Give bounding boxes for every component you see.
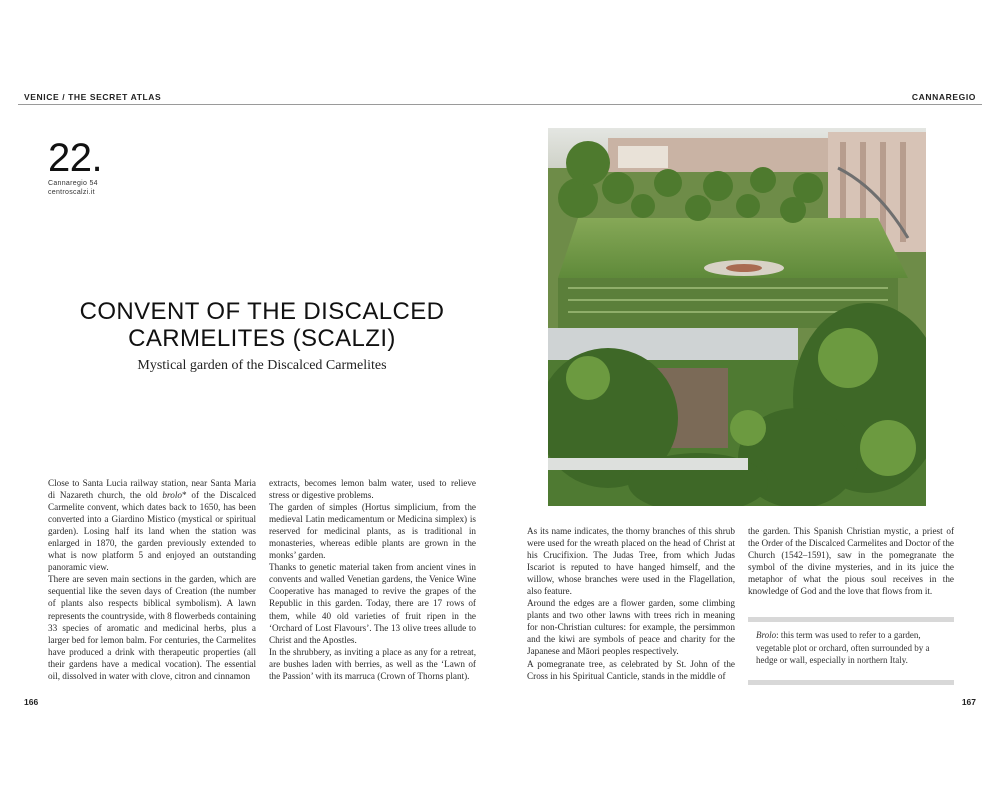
- entry-website: centroscalzi.it: [48, 189, 95, 196]
- entry-number: 22.: [48, 136, 103, 180]
- body-column-4: [748, 525, 954, 597]
- running-header-right: CANNAREGIO: [911, 92, 976, 102]
- header-rule: [18, 104, 982, 105]
- garden-photo: [548, 128, 926, 506]
- footnote-term: Brolo: [756, 630, 777, 640]
- footnote-definition: : this term was used to refer to a garden, vegetable plot or orchard, often surrounded by a hedge or wall, especially in northern Italy.: [756, 630, 930, 665]
- paragraph: extracts, becomes lemon balm water, used to relieve stress or digestive problems.: [269, 478, 476, 501]
- page-subtitle: Mystical garden of the Discalced Carmelites: [137, 358, 387, 373]
- running-header-left: VENICE / THE SECRET ATLAS: [24, 92, 162, 102]
- entry-address: Cannaregio 54: [48, 180, 98, 187]
- footnote-box: [748, 617, 954, 683]
- text-run: * of the Discalced Carmelite convent, which dates back to 1650, has been converted into a Giardino Mistico (mystical or spiritual garden). Losing half its land when the station was enlarged in 1870, the garden previously extended to what is now platform 5 and enjoyed an outstanding panoramic view.: [48, 490, 256, 573]
- page-number-right: 167: [961, 697, 976, 707]
- paragraph: [48, 477, 256, 573]
- text-run: Close to Santa Lucia railway station, near Santa Maria di Nazareth church, the old: [48, 478, 256, 501]
- footnote-bottom-bar: [748, 680, 954, 685]
- body-column-3: [527, 525, 735, 682]
- paragraph: The garden of simples (Hortus simplicium, from the medieval Latin medicamentum or Medicina simplex) is reserved for medicinal plants, as is traditional in monasteries, whereas edible plants are grown in the monks’ garden.: [269, 502, 476, 561]
- footnote-text: [756, 629, 950, 667]
- title-line-1: CONVENT OF THE DISCALCED: [79, 298, 445, 325]
- page-number-left: 166: [24, 697, 39, 707]
- paragraph: In the shrubbery, as inviting a place as any for a retreat, are bushes laden with berries, as well as the ‘Lawn of the Passion’ with its marruca (Crown of Thorns plant).: [269, 646, 476, 681]
- paragraph: There are seven main sections in the garden, which are sequential like the seven days of Creation (the number of plants also respects biblical symbolism). A lawn represents the countryside, with 8 flowerbeds containing 33 species of aromatic and medicinal herbs, plus a larger bed for lemon balm. For centuries, the Carmelites have produced a drink with therapeutic properties (all their gardens have a medical vocation). The essential oil, dissolved in water with clove, citron and cinnamon: [48, 574, 256, 681]
- paragraph: the garden. This Spanish Christian mystic, a priest of the Order of the Discalced Carmelites and Doctor of the Church (1542–1591), saw in the pomegranate the symbol of the divine mysteries, and in its juice the metaphor of what the pious soul receives in the knowledge of God and the love that flows from it.: [748, 526, 954, 597]
- brolo-term: brolo: [162, 490, 182, 501]
- footnote-top-bar: [748, 617, 954, 622]
- body-column-2: [269, 477, 476, 682]
- body-column-1: [48, 477, 256, 682]
- paragraph: As its name indicates, the thorny branches of this shrub were used for the wreath placed on the head of Christ at his Crucifixion. The Judas Tree, from which Judas Iscariot is reputed to have hanged himself, and the willow, whose branches were used in the Flagellation, also feature.: [527, 526, 735, 597]
- paragraph: Around the edges are a flower garden, some climbing plants and two other lawns with trees rich in meaning for non-Christian cultures: for example, the persimmon and the kiwi are symbols of peace and charity for the Japanese and Māori peoples respectively.: [527, 598, 735, 657]
- paragraph: Thanks to genetic material taken from ancient vines in convents and walled Venetian gardens, the Venice Wine Cooperative has managed to revive the grapes of the Republic in this garden. Today, there are 17 rows of them, while 40 old varieties of fruit ripen in the ‘Orchard of Lost Flavours’. The 13 olive trees allude to Christ and the Apostles.: [269, 562, 476, 645]
- paragraph: A pomegranate tree, as celebrated by St. John of the Cross in his Spiritual Canticle, stands in the middle of: [527, 658, 735, 681]
- title-line-2: CARMELITES (SCALZI): [128, 325, 396, 352]
- page-title: [48, 298, 476, 352]
